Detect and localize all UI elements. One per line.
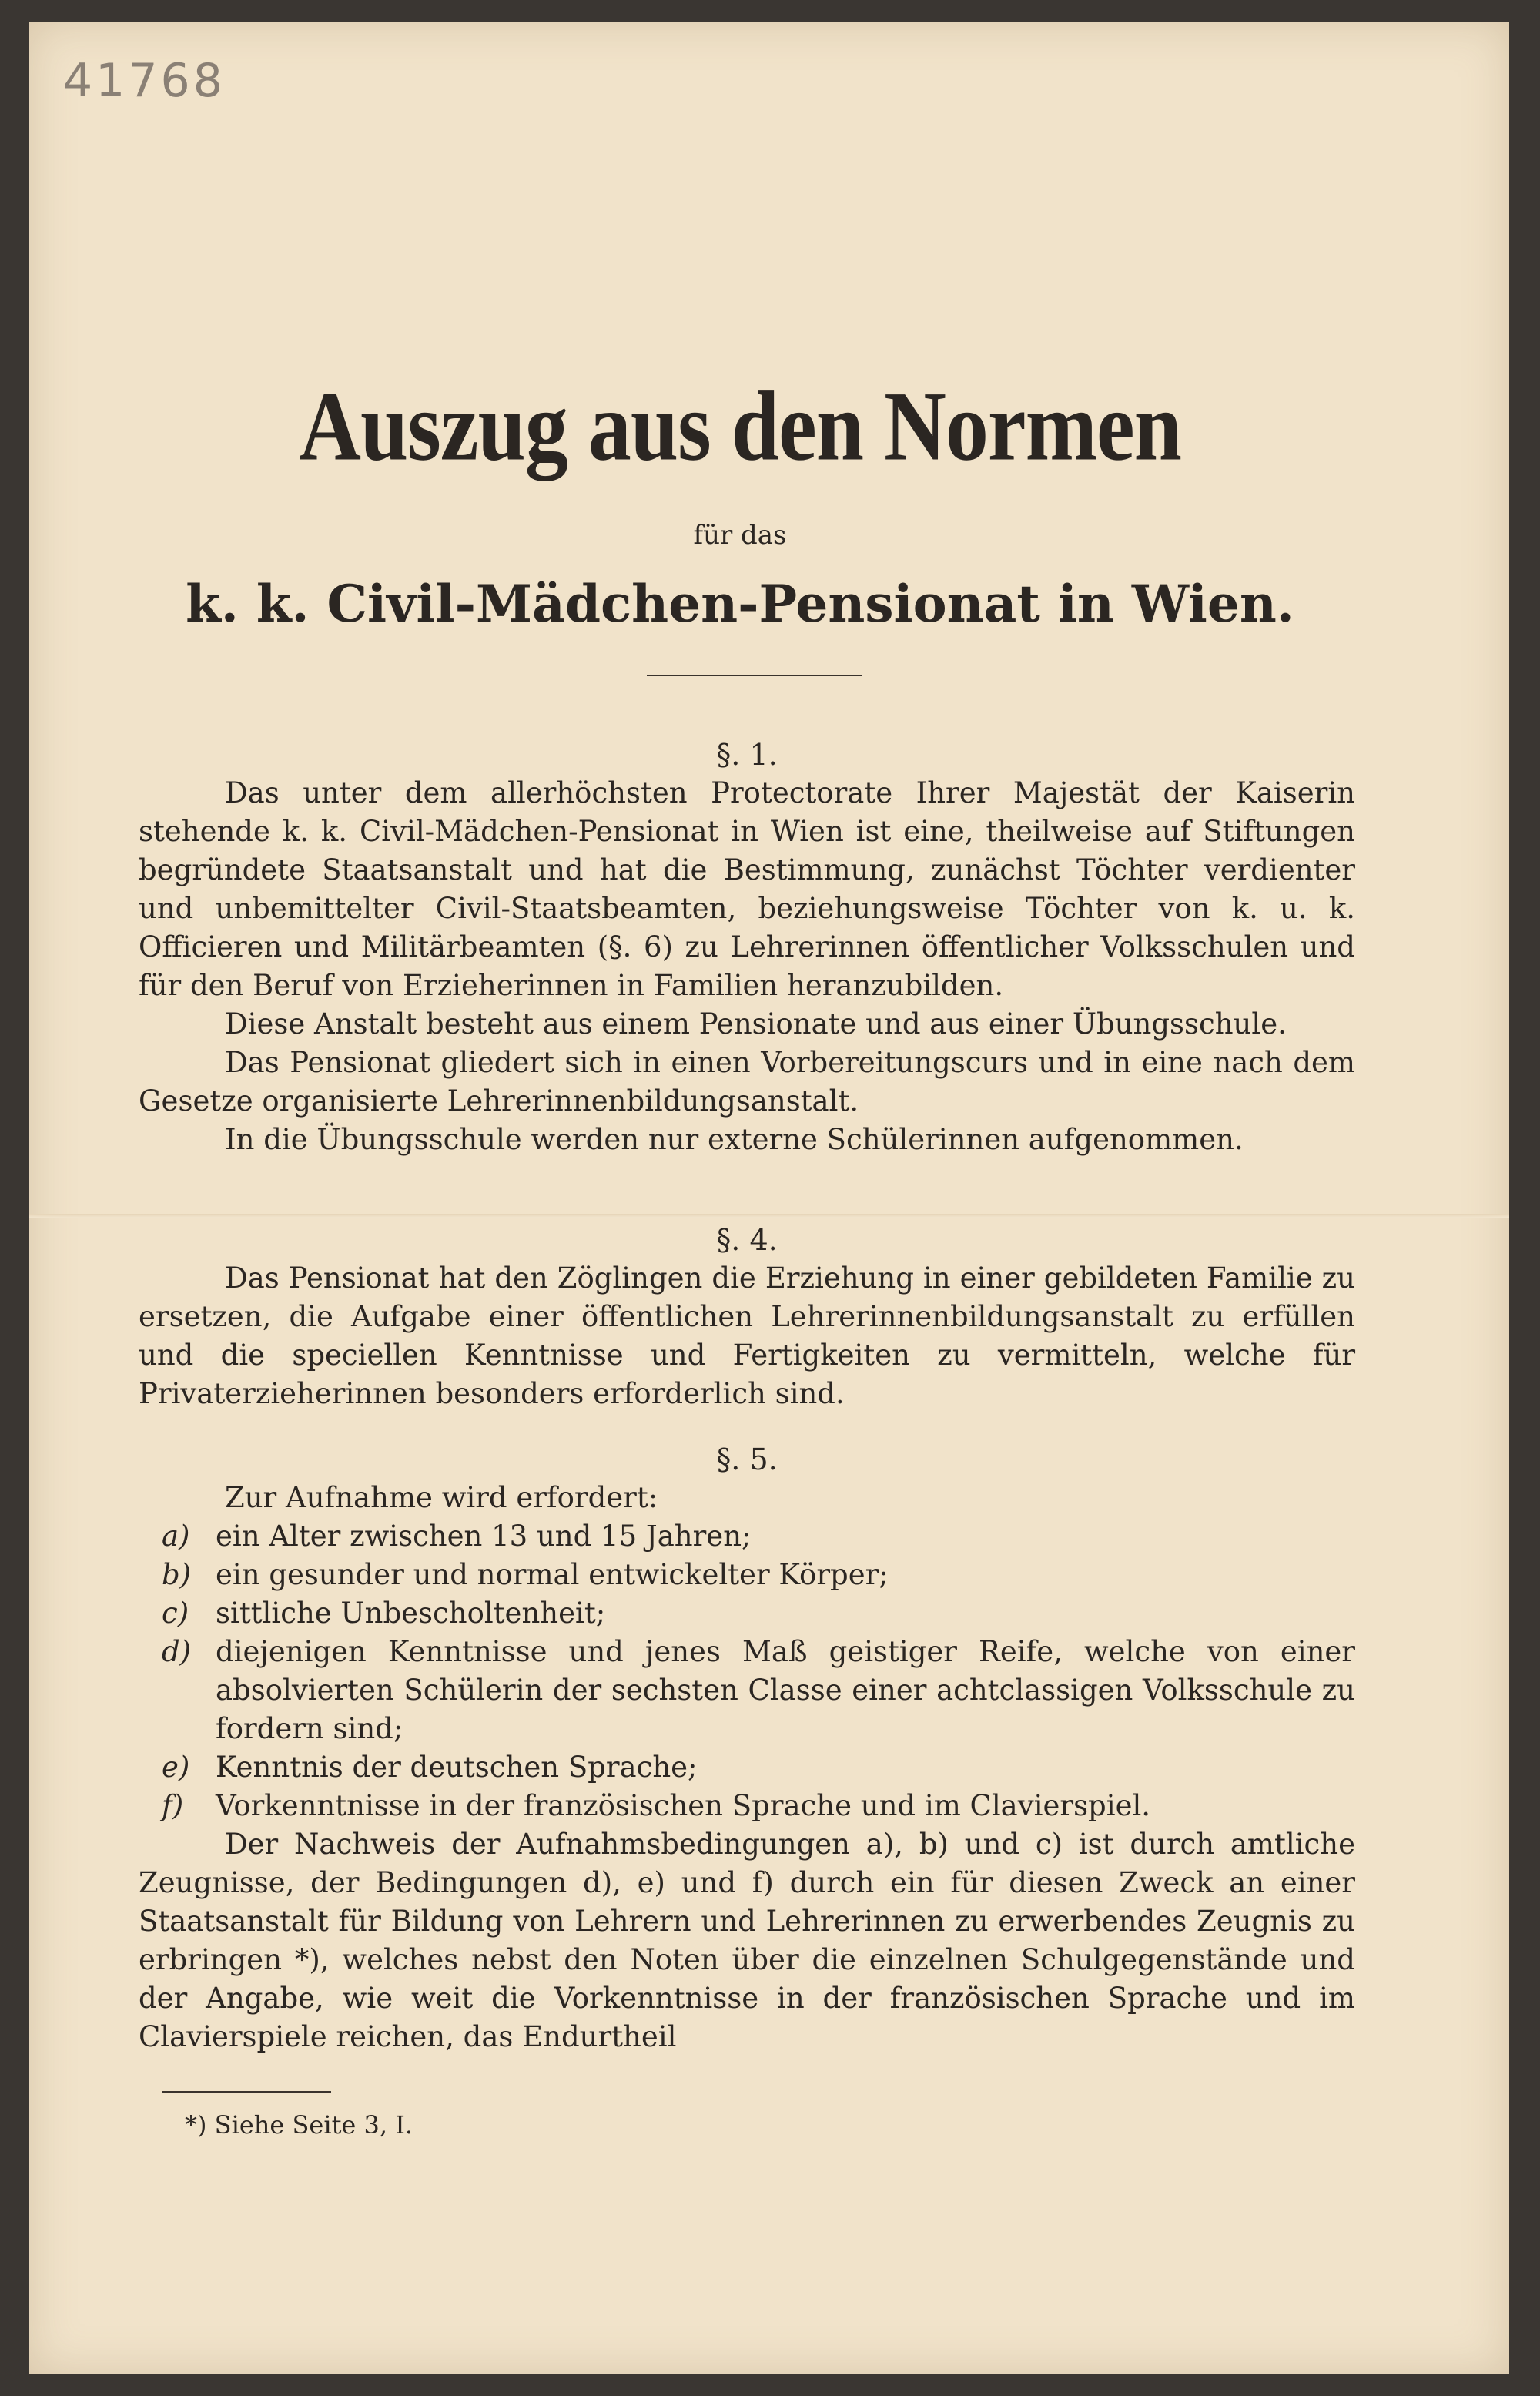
list-item	[139, 1594, 1355, 1633]
list-item	[139, 1556, 1355, 1594]
section-4	[139, 1221, 1355, 1413]
list-item-label: b)	[162, 1558, 192, 1591]
list-item-text: ein gesunder und normal entwickelter Körper;	[216, 1558, 889, 1591]
section-1-paragraph-1: Das unter dem allerhöchsten Protectorate Ihrer Majestät der Kaiserin stehende k. k. Civil-Mädchen-Pensionat in Wien ist eine, theilweise auf Stiftungen begründete Staatsanstalt und hat die Bestimmung, zunächst Töchter verdienter und unbemittelter Civil-Staatsbeamten, beziehungsweise Töchter von k. u. k. Officieren und Militärbeamten (§. 6) zu Lehrerinnen öffentlicher Volksschulen und für den Beruf von Erzieherinnen in Familien heranzubilden.	[139, 776, 1355, 1002]
handwritten-number: 41768	[63, 54, 226, 108]
title-divider	[647, 675, 862, 676]
section-1-paragraph-4: In die Übungsschule werden nur externe Schülerinnen aufgenommen.	[225, 1123, 1244, 1156]
list-item	[139, 1633, 1355, 1748]
section-4-paragraph-1: Das Pensionat hat den Zöglingen die Erziehung in einer gebildeten Familie zu ersetzen, die Aufgabe einer öffentlichen Lehrerinnenbildungsanstalt zu erfüllen und die speciellen Kenntnisse und Fertigkeiten zu vermitteln, welche für Privaterzieherinnen besonders erforderlich sind.	[139, 1262, 1355, 1410]
list-item-text: Kenntnis der deutschen Sprache;	[216, 1751, 698, 1784]
requirements-list	[139, 1517, 1355, 1825]
section-1-paragraph-2: Diese Anstalt besteht aus einem Pensionate und aus einer Übungsschule.	[225, 1007, 1287, 1041]
list-item-label: c)	[162, 1597, 189, 1630]
paper-fold	[29, 1214, 1509, 1218]
list-item-label: e)	[162, 1751, 190, 1784]
list-item-text: diejenigen Kenntnisse und jenes Maß geistiger Reife, welche von einer absolvierten Schülerin der sechsten Classe einer achtclassigen Volksschule zu fordern sind;	[216, 1635, 1355, 1745]
list-item	[139, 1787, 1355, 1825]
section-1	[139, 736, 1355, 1159]
list-item-text: ein Alter zwischen 13 und 15 Jahren;	[216, 1520, 752, 1553]
list-item-text: Vorkenntnisse in der französischen Sprache und im Clavierspiel.	[216, 1789, 1151, 1822]
section-5	[139, 1440, 1355, 2056]
section-5-paragraph-after: Der Nachweis der Aufnahmsbedingungen a), b) und c) ist durch amtliche Zeugnisse, der Bedingungen d), e) und f) durch ein für diesen Zweck an einer Staatsanstalt für Bildung von Lehrern und Lehrerinnen zu erwerbendes Zeugnis zu erbringen *), welches nebst den Noten über die einzelnen Schulgegenstände und der Angabe, wie weit die Vorkenntnisse in der französischen Sprache und im Clavierspiele reichen, das Endurtheil	[139, 1828, 1355, 2053]
footnote: *) Siehe Seite 3, I.	[185, 2110, 413, 2140]
section-1-heading: §. 1.	[716, 738, 778, 772]
section-1-paragraph-3: Das Pensionat gliedert sich in einen Vorbereitungscurs und in eine nach dem Gesetze organisierte Lehrerinnenbildungsanstalt.	[139, 1046, 1355, 1118]
list-item-label: d)	[162, 1635, 192, 1668]
section-4-heading: §. 4.	[716, 1223, 778, 1257]
list-item-label: f)	[162, 1789, 184, 1822]
list-item-label: a)	[162, 1520, 190, 1553]
section-5-heading: §. 5.	[716, 1443, 778, 1476]
list-item	[139, 1748, 1355, 1787]
institution-title: k. k. Civil-Mädchen-Pensionat in Wien.	[186, 574, 1294, 634]
document-subtitle: für das	[693, 520, 787, 551]
section-5-intro: Zur Aufnahme wird erfordert:	[225, 1481, 658, 1514]
document-title: Auszug aus den Normen	[299, 371, 1181, 482]
list-item-text: sittliche Unbescholtenheit;	[216, 1597, 606, 1630]
list-item	[139, 1517, 1355, 1556]
footnote-divider	[162, 2091, 331, 2093]
